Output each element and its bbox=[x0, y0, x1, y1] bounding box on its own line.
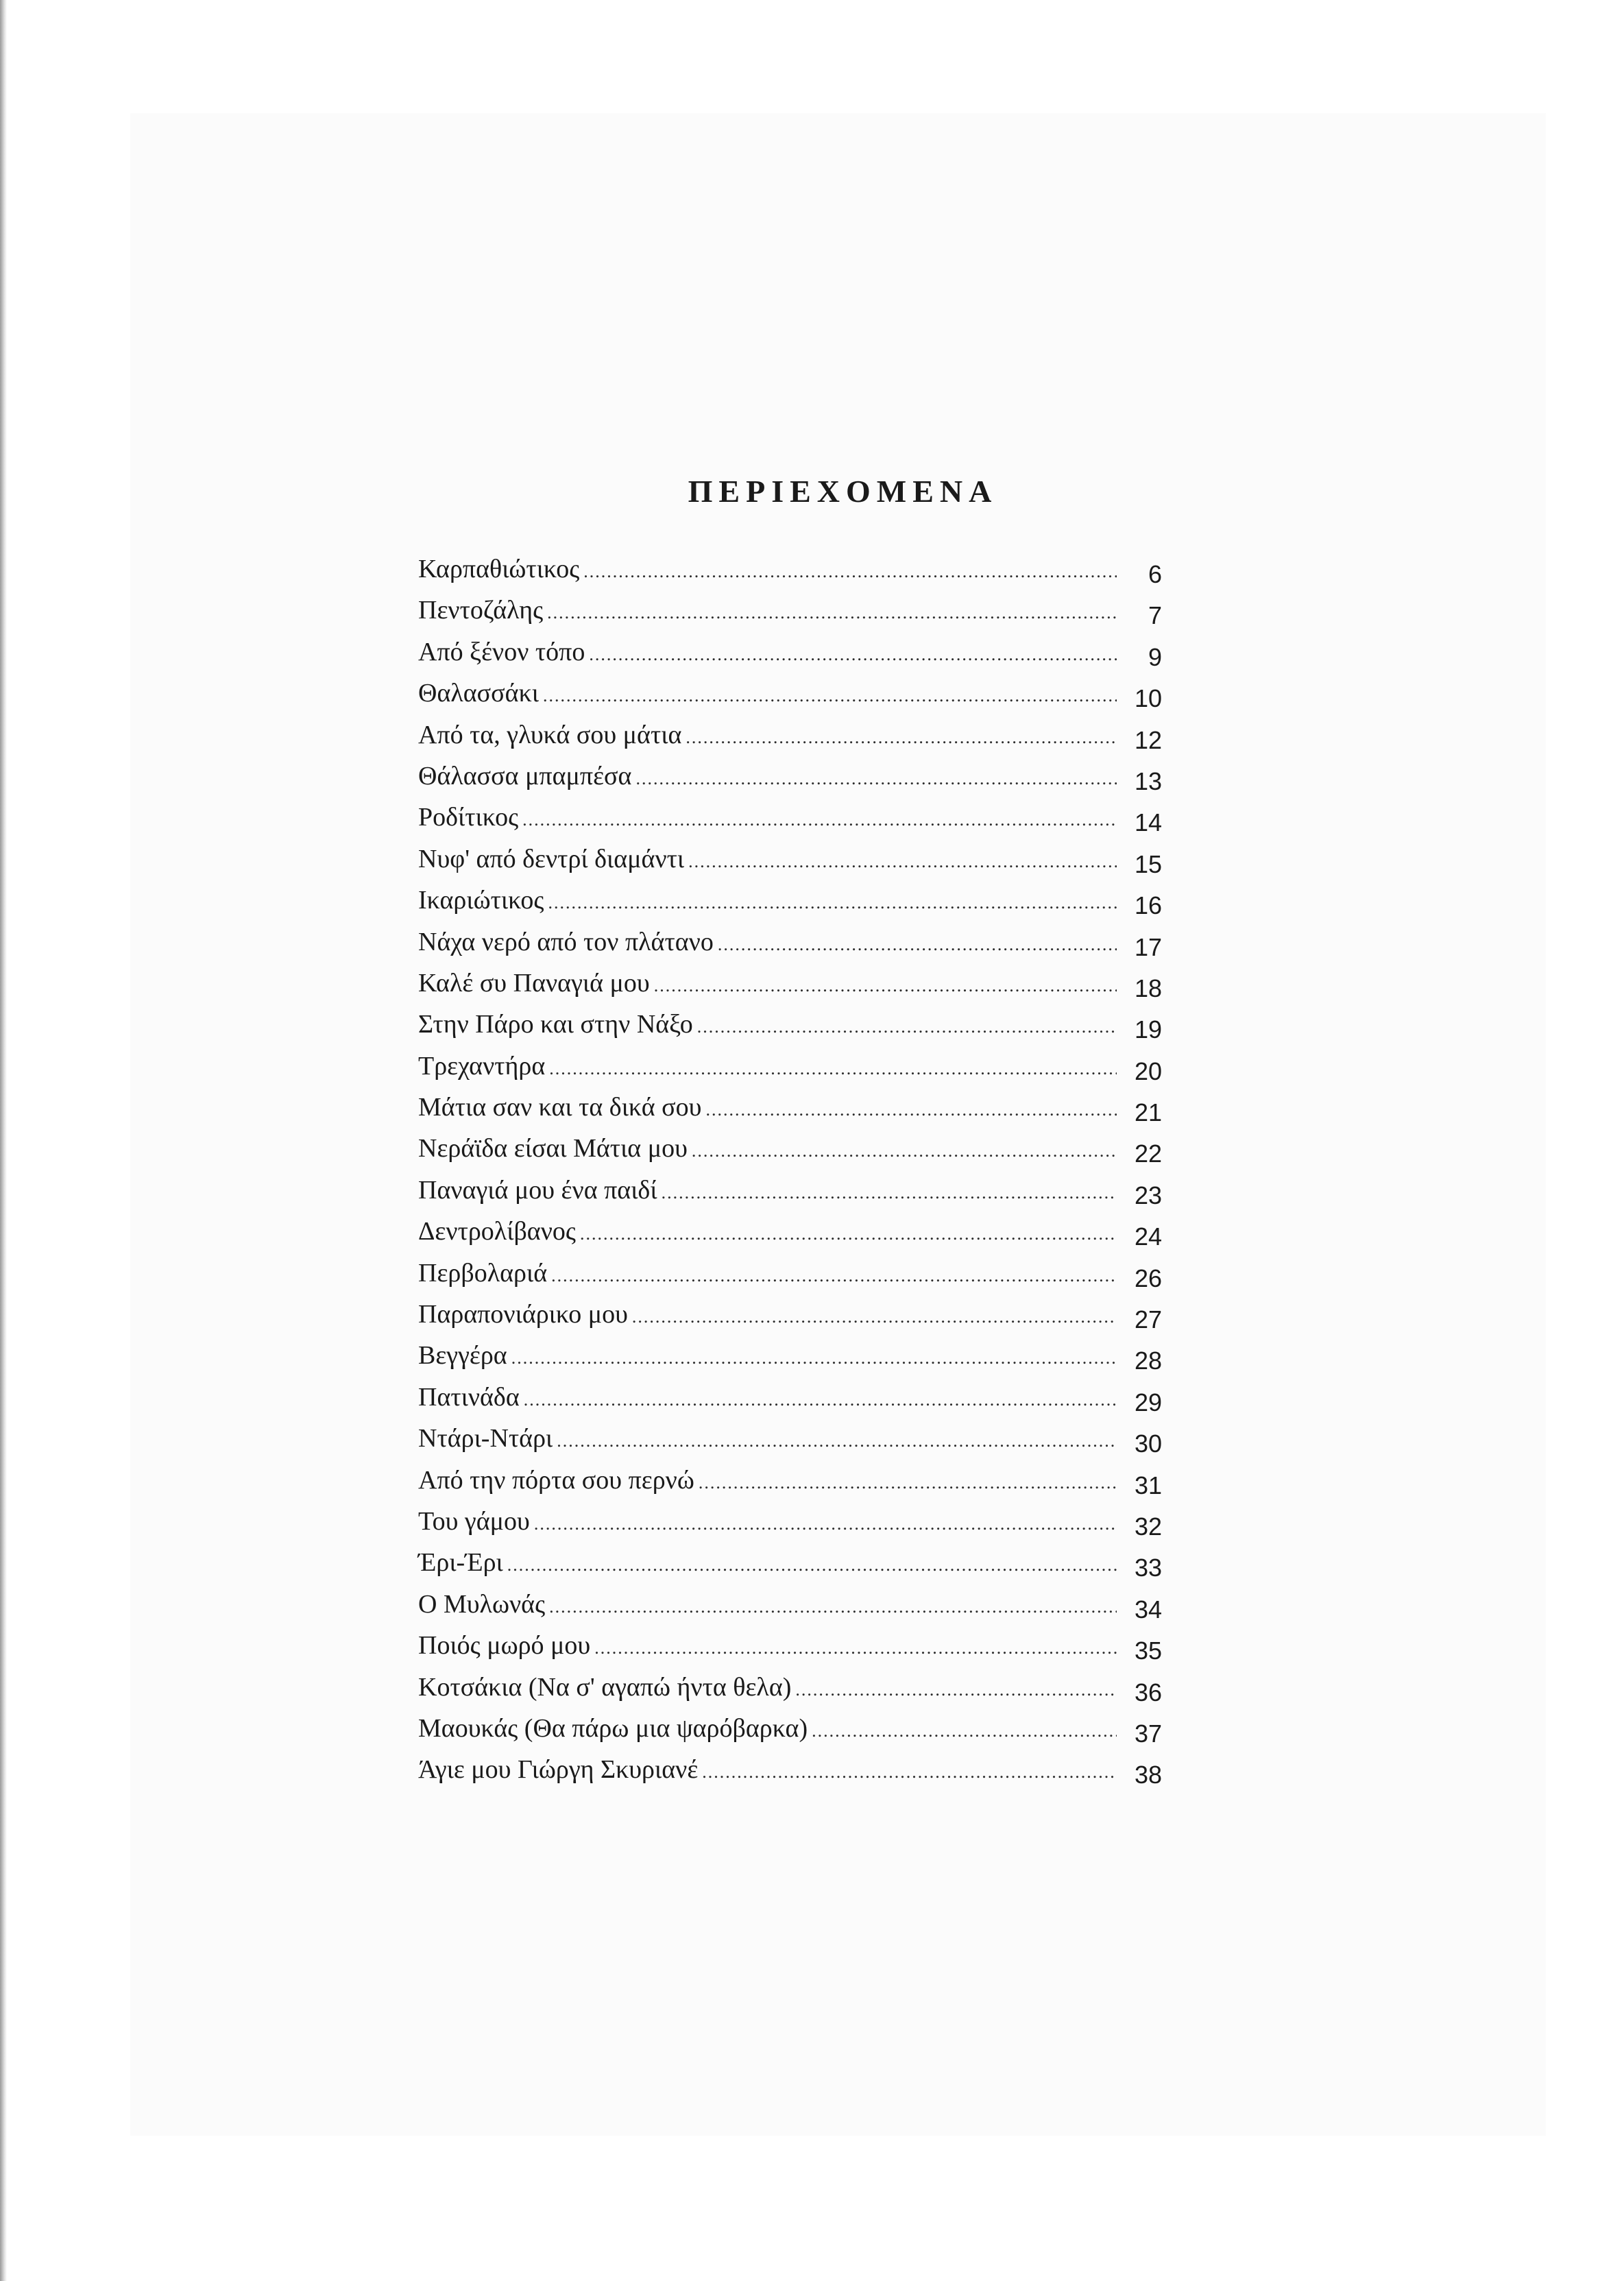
toc-entry bbox=[418, 1004, 1162, 1045]
toc-entry-page-number: 9 bbox=[1148, 642, 1162, 671]
toc-dot-leader bbox=[543, 675, 1117, 716]
toc-dot-leader bbox=[551, 1255, 1117, 1296]
toc-entry-title: Από την πόρτα σου περνώ bbox=[418, 1465, 694, 1495]
toc-entry bbox=[418, 963, 1162, 1004]
toc-entry-title: Καρπαθιώτικος bbox=[418, 555, 580, 583]
toc-entry-page-number: 21 bbox=[1134, 1098, 1162, 1127]
toc-entry bbox=[418, 1625, 1162, 1666]
toc-entry-page-number: 29 bbox=[1134, 1388, 1162, 1416]
toc-entry-title: Παραπονιάρικο μου bbox=[418, 1300, 628, 1329]
toc-entry-title: Πεντοζάλης bbox=[418, 596, 544, 625]
toc-entry-page-number: 20 bbox=[1134, 1057, 1162, 1085]
toc-entry bbox=[418, 1253, 1162, 1294]
toc-entry-page-number: 23 bbox=[1134, 1181, 1162, 1209]
toc-entry-page-number: 34 bbox=[1134, 1595, 1162, 1624]
toc-entry-title: Ποιός μωρό μου bbox=[418, 1631, 591, 1661]
toc-entry-title: Ροδίτικος bbox=[418, 803, 519, 832]
toc-entry-page-number: 30 bbox=[1134, 1429, 1162, 1458]
toc-entry bbox=[418, 1542, 1162, 1583]
toc-entry-page-number: 38 bbox=[1134, 1761, 1162, 1789]
toc-entry-page-number: 33 bbox=[1134, 1554, 1162, 1582]
toc-entry bbox=[418, 1708, 1162, 1749]
toc-entry-title: Ικαριώτικος bbox=[418, 886, 544, 915]
toc-dot-leader bbox=[654, 965, 1117, 1006]
toc-entry bbox=[418, 631, 1162, 673]
toc-entry-title: Άγιε μου Γιώργη Σκυριανέ bbox=[418, 1755, 699, 1785]
toc-entry-page-number: 24 bbox=[1134, 1222, 1162, 1251]
toc-entry bbox=[418, 1460, 1162, 1501]
toc-entry-page-number: 17 bbox=[1134, 932, 1162, 961]
toc-entry bbox=[418, 590, 1162, 631]
toc-entry-title: Πατινάδα bbox=[418, 1382, 520, 1412]
toc-entry-page-number: 12 bbox=[1134, 725, 1162, 754]
toc-dot-leader bbox=[795, 1669, 1117, 1711]
toc-entry bbox=[418, 1501, 1162, 1542]
table-of-contents bbox=[418, 548, 1162, 1791]
toc-entry bbox=[418, 1170, 1162, 1211]
toc-entry bbox=[418, 838, 1162, 880]
toc-dot-leader bbox=[524, 1379, 1117, 1421]
toc-entry-title: Βεγγέρα bbox=[418, 1341, 507, 1371]
toc-entry bbox=[418, 1128, 1162, 1169]
toc-dot-leader bbox=[718, 924, 1117, 965]
toc-entry-page-number: 6 bbox=[1148, 560, 1162, 588]
toc-dot-leader bbox=[589, 634, 1117, 675]
toc-entry bbox=[418, 548, 1162, 590]
toc-entry-page-number: 37 bbox=[1134, 1719, 1162, 1748]
toc-dot-leader bbox=[705, 1089, 1117, 1131]
toc-entry-page-number: 27 bbox=[1134, 1305, 1162, 1334]
toc-entry-title: Δεντρολίβανος bbox=[418, 1217, 576, 1246]
toc-entry-title: Θάλασσα μπαμπέσα bbox=[418, 761, 632, 790]
toc-entry-page-number: 13 bbox=[1134, 767, 1162, 795]
toc-entry-page-number: 22 bbox=[1134, 1139, 1162, 1168]
toc-entry bbox=[418, 921, 1162, 963]
toc-entry bbox=[418, 1294, 1162, 1335]
page-title: ΠΕΡΙΕΧΟΜΕΝΑ bbox=[688, 474, 998, 509]
toc-entry bbox=[418, 1046, 1162, 1087]
toc-entry bbox=[418, 1377, 1162, 1418]
toc-dot-leader bbox=[534, 1504, 1117, 1545]
toc-dot-leader bbox=[692, 1131, 1117, 1172]
toc-entry-page-number: 16 bbox=[1134, 891, 1162, 920]
toc-entry-title: Θαλασσάκι bbox=[418, 679, 539, 708]
toc-dot-leader bbox=[580, 1214, 1117, 1255]
toc-entry bbox=[418, 1749, 1162, 1790]
toc-entry bbox=[418, 756, 1162, 797]
toc-entry-title: Από τα, γλυκά σου μάτια bbox=[418, 720, 682, 749]
toc-entry bbox=[418, 1211, 1162, 1252]
toc-entry bbox=[418, 797, 1162, 838]
toc-entry-title: Καλέ συ Παναγιά μου bbox=[418, 968, 650, 998]
toc-entry-title: Από ξένον τόπο bbox=[418, 637, 585, 666]
toc-dot-leader bbox=[635, 758, 1117, 799]
toc-entry-title: Έρι-Έρι bbox=[418, 1548, 503, 1578]
toc-entry-page-number: 15 bbox=[1134, 849, 1162, 878]
toc-dot-leader bbox=[507, 1545, 1117, 1586]
toc-dot-leader bbox=[583, 551, 1117, 592]
toc-dot-leader bbox=[557, 1421, 1117, 1462]
toc-dot-leader bbox=[549, 1048, 1117, 1089]
toc-dot-leader bbox=[662, 1172, 1117, 1214]
toc-entry bbox=[418, 1418, 1162, 1459]
toc-entry-title: Μάτια σαν και τα δικά σου bbox=[418, 1093, 702, 1122]
page-edge-shadow bbox=[0, 0, 7, 2281]
toc-entry-page-number: 35 bbox=[1134, 1637, 1162, 1665]
toc-dot-leader bbox=[699, 1462, 1117, 1504]
toc-entry-page-number: 28 bbox=[1134, 1347, 1162, 1375]
toc-entry-title: Στην Πάρο και στην Νάξο bbox=[418, 1010, 693, 1039]
toc-entry-page-number: 19 bbox=[1134, 1015, 1162, 1044]
toc-entry-title: Νυφ' από δεντρί διαμάντι bbox=[418, 844, 685, 873]
toc-entry-page-number: 7 bbox=[1148, 601, 1162, 630]
toc-dot-leader bbox=[688, 841, 1117, 882]
toc-entry-title: Ντάρι-Ντάρι bbox=[418, 1424, 553, 1453]
toc-entry bbox=[418, 1584, 1162, 1625]
toc-dot-leader bbox=[702, 1752, 1117, 1793]
toc-entry-title: Νεράϊδα είσαι Μάτια μου bbox=[418, 1134, 688, 1163]
toc-dot-leader bbox=[812, 1711, 1117, 1752]
toc-dot-leader bbox=[511, 1338, 1117, 1379]
toc-entry bbox=[418, 673, 1162, 714]
toc-entry-page-number: 31 bbox=[1134, 1471, 1162, 1499]
toc-entry-title: Νάχα νερό από τον πλάτανο bbox=[418, 927, 714, 956]
toc-entry-page-number: 26 bbox=[1134, 1264, 1162, 1292]
toc-entry-page-number: 10 bbox=[1134, 684, 1162, 713]
toc-entry-title: Του γάμου bbox=[418, 1506, 530, 1536]
toc-entry bbox=[418, 1667, 1162, 1708]
toc-entry-page-number: 36 bbox=[1134, 1678, 1162, 1706]
toc-entry bbox=[418, 714, 1162, 756]
toc-entry-title: Παναγιά μου ένα παιδί bbox=[418, 1175, 657, 1205]
toc-dot-leader bbox=[594, 1628, 1117, 1669]
toc-entry bbox=[418, 1335, 1162, 1376]
toc-dot-leader bbox=[548, 882, 1117, 924]
toc-dot-leader bbox=[547, 592, 1117, 633]
toc-entry-title: Ο Μυλωνάς bbox=[418, 1589, 546, 1619]
toc-entry-page-number: 32 bbox=[1134, 1512, 1162, 1541]
toc-entry-page-number: 14 bbox=[1134, 808, 1162, 837]
toc-entry-title: Μαουκάς (Θα πάρω μια ψαρόβαρκα) bbox=[418, 1713, 808, 1743]
toc-entry-page-number: 18 bbox=[1134, 974, 1162, 1002]
toc-entry-title: Κοτσάκια (Να σ' αγαπώ ήντα θελα) bbox=[418, 1672, 792, 1702]
toc-dot-leader bbox=[549, 1586, 1117, 1628]
toc-entry-title: Περβολαριά bbox=[418, 1258, 548, 1288]
toc-entry-title: Τρεχαντήρα bbox=[418, 1051, 546, 1081]
toc-dot-leader bbox=[522, 799, 1117, 841]
toc-dot-leader bbox=[686, 717, 1117, 758]
toc-entry bbox=[418, 1087, 1162, 1128]
toc-dot-leader bbox=[697, 1006, 1117, 1048]
toc-entry bbox=[418, 880, 1162, 921]
toc-dot-leader bbox=[632, 1296, 1117, 1338]
